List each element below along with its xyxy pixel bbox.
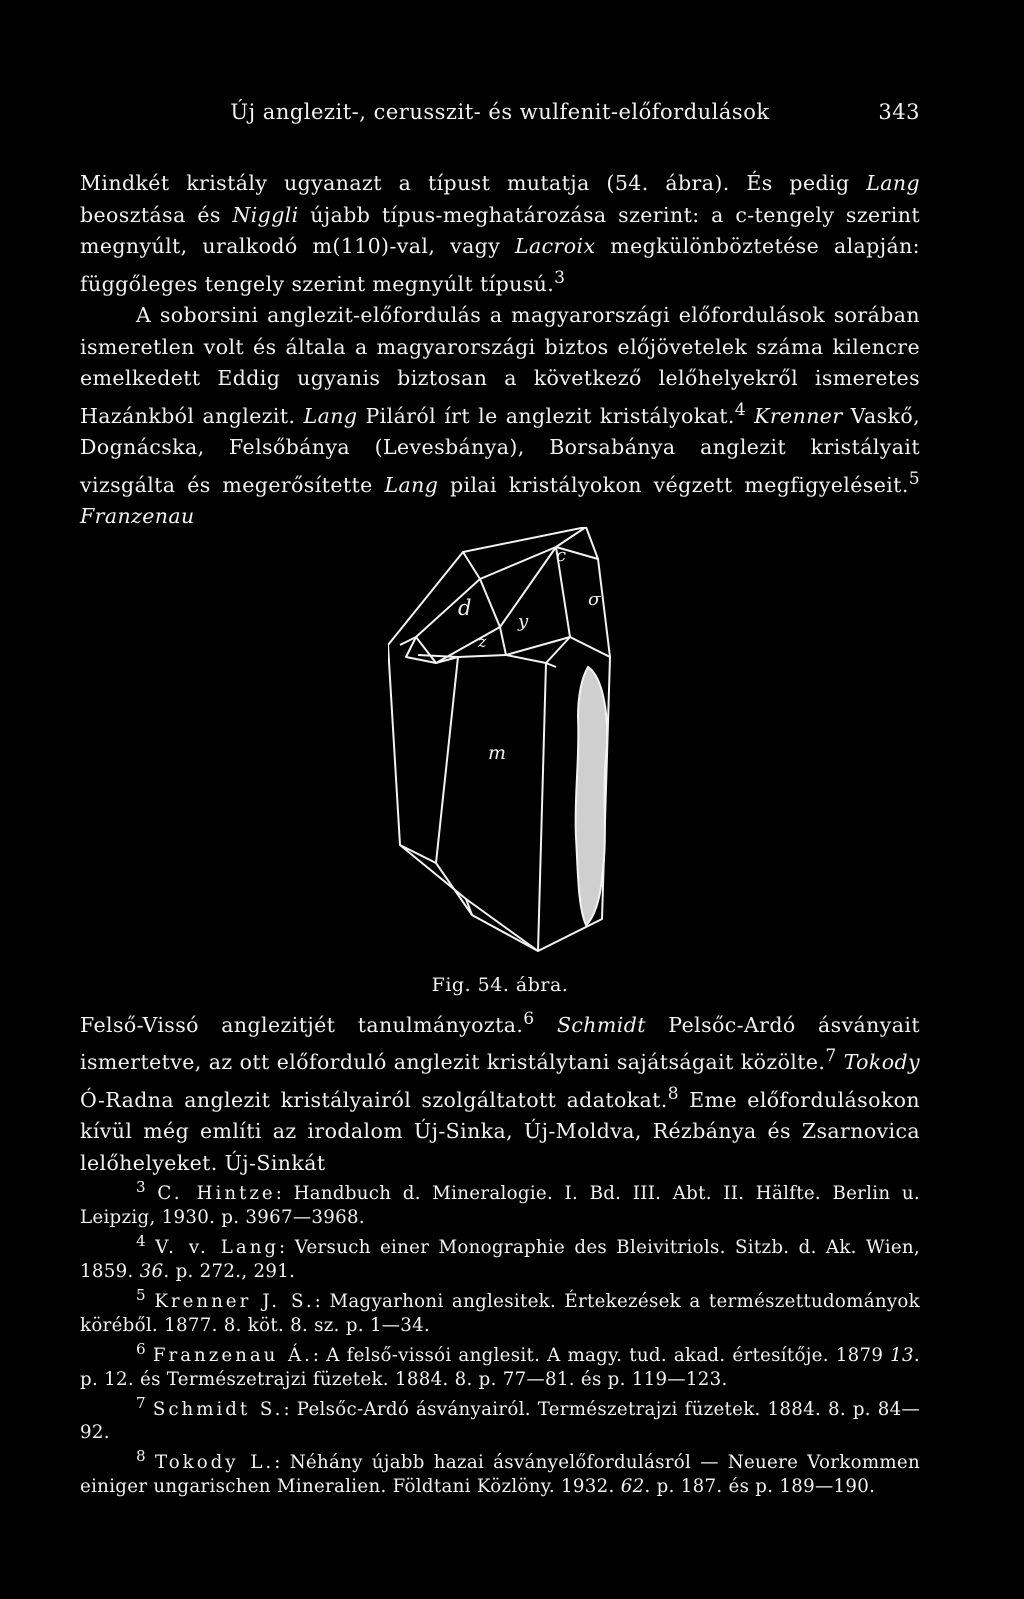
author-lang-2: Lang	[303, 403, 358, 428]
author-krenner: Krenner	[754, 403, 843, 428]
figure-caption: Fig. 54. ábra.	[431, 974, 569, 996]
footnote-ref-6[interactable]: 6	[523, 1009, 535, 1029]
paragraph-1: Mindkét kristály ugyanazt a típust mutatja (54. ábra). És pedig Lang beosztása és Niggli újabb típus-meghatározása szerint: a c-tengely szerint megnyúlt, uralkodó m(110)-val, vagy Lacroix megkülönböztetése alapján: függőleges tengely szerint megnyúlt típusú.$^3$	[80, 171, 920, 296]
footnote-ref-3[interactable]: 3	[554, 267, 566, 288]
footnote-6: $^6$ Franzenau Á.: A felső-vissói anglesit. A magy. tud. akad. értesítője. 1879 13. p. 12. és Természetrajzi füzetek. 1884. 8. p. 77—81. és p. 119—123.	[80, 1339, 920, 1390]
footnote-8: $^8$ Tokody L.: Néhány újabb hazai ásványelőfordulásról — Neuere Vorkommen einiger ungarischen Mineralien. Földtani Közlöny. 1932. 62. p. 187. és p. 189—190.	[80, 1447, 920, 1498]
footnote-ref-5[interactable]: 5	[908, 469, 921, 489]
footnote-ref-4[interactable]: 4	[734, 399, 747, 420]
face-label-c: c	[556, 545, 567, 566]
footnote-ref-8[interactable]: 8	[667, 1083, 679, 1104]
author-schmidt: Schmidt	[556, 1012, 646, 1037]
crystal-outline	[388, 527, 610, 951]
footnote-4: $^4$ V. v. Lang: Versuch einer Monographie des Bleivitriols. Sitzb. d. Ak. Wien, 1859. 36. p. 272., 291.	[80, 1231, 920, 1282]
running-title: Új anglezit-, cerusszit- és wulfenit-előfordulások	[230, 100, 770, 124]
page-number: 343	[878, 100, 920, 124]
footnote-3: $^3$ C. Hintze: Handbuch d. Mineralogie. I. Bd. III. Abt. II. Hälfte. Berlin u. Leipzig, 1930. p. 3967—3968.	[80, 1178, 920, 1228]
face-label-sigma: σ	[588, 589, 601, 610]
face-label-y: y	[518, 611, 529, 632]
running-header	[80, 100, 920, 134]
author-lang: Lang	[866, 171, 920, 195]
body-text-top	[80, 168, 920, 533]
paragraph-2: A soborsini anglezit-előfordulás a magyarországi előfordulások sorában ismeretlen volt és általa a magyarországi biztos előjövetelek száma kilencre emelkedett Eddig ugyanis biztosan a következő lelőhelyekről ismeretes Hazánkból anglezit. Lang Piláról írt le anglezit kristályokat.$^4$ Krenner Vaskő, Dognácska, Felsőbánya (Levesbánya), Borsabánya anglezit kristályait vizsgálta és megerősítette Lang pilai kristályokon végzett megfigyeléseit.$^5$ Franzenau	[80, 303, 921, 529]
author-tokody: Tokody	[843, 1050, 920, 1075]
author-lang-3: Lang	[384, 472, 439, 497]
author-niggli: Niggli	[232, 202, 299, 227]
face-label-d: d	[458, 596, 472, 620]
face-label-m: m	[488, 742, 507, 764]
face-label-z: z	[478, 632, 487, 651]
footnote-7: $^7$ Schmidt S.: Pelsőc-Ardó ásványairól. Természetrajzi füzetek. 1884. 8. p. 84—92.	[80, 1393, 920, 1444]
crystal-figure	[388, 527, 724, 967]
footnotes	[80, 1176, 920, 1499]
paragraph-3: Felső-Vissó anglezitjét tanulmányozta.$^6$ Schmidt Pelsőc-Ardó ásványait ismertetve, az ott előforduló anglezit kristálytani sajátságait közölte.$^7$ Tokody Ó-Radna anglezit kristályairól szolgáltatott adatokat.$^8$ Eme előfordulásokon kívül még említi az irodalom Új-Sinka, Új-Moldva, Rézbánya és Zsarnovica lelőhelyeket. Új-Sinkát	[80, 1009, 920, 1175]
author-franzenau: Franzenau	[80, 504, 195, 529]
footnote-5: $^5$ Krenner J. S.: Magyarhoni anglesitek. Értekezések a természettudományok köréből. 1877. 8. köt. 8. sz. p. 1—34.	[80, 1285, 920, 1336]
body-text-bottom	[80, 1004, 920, 1179]
author-lacroix: Lacroix	[515, 234, 596, 259]
footnote-ref-7[interactable]: 7	[825, 1046, 837, 1067]
